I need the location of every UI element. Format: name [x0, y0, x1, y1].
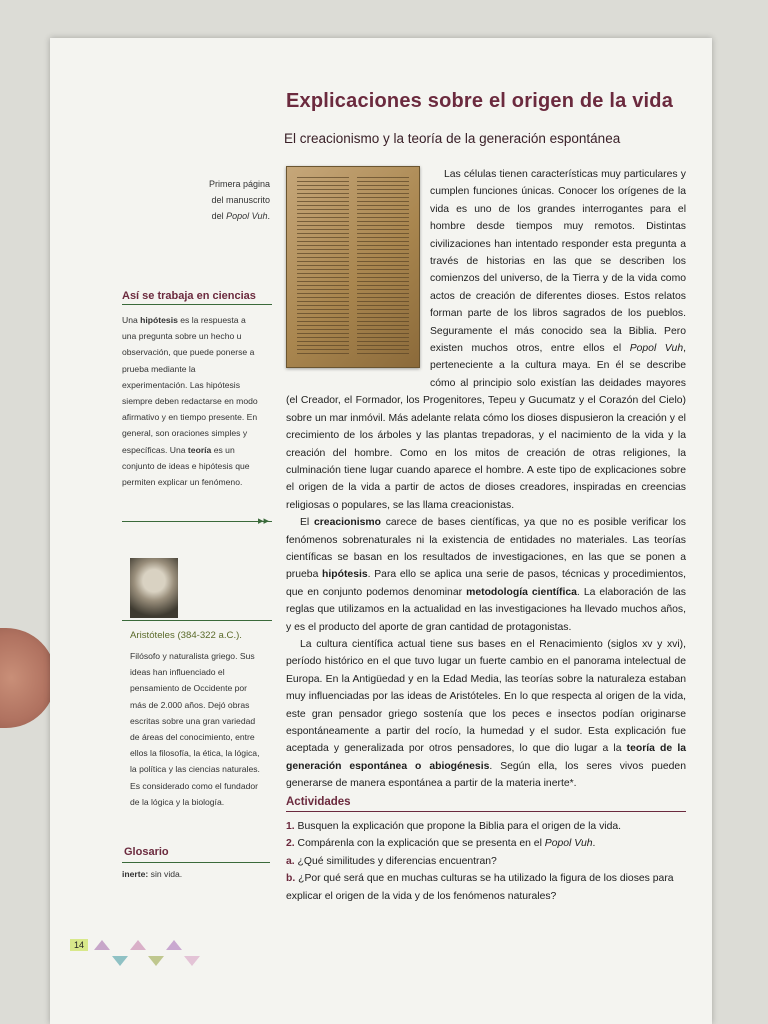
aristotle-bust-image: [130, 558, 178, 618]
arrow-right-icon: ▸▸: [258, 515, 270, 527]
aristotle-bio: Filósofo y naturalista griego. Sus ideas han influenciado el pensamiento de Occidente por más de 2.000 años. Dejó obras escritas sobre una gran variedad de áreas del conocimiento, entre ellos la filosofía, la ética, la lógica, la política y las ciencias naturales. Es considerado como el fundador de la lógica y la biología.: [130, 651, 260, 807]
glossary-title: Glosario: [124, 846, 169, 858]
thumb-photo-artifact: [0, 628, 56, 728]
main-text: [286, 166, 686, 793]
caption-line-2: del manuscrito: [211, 195, 270, 205]
activity-italic: Popol Vuh: [544, 838, 593, 850]
decorative-triangle: [184, 956, 200, 966]
activity-item: [286, 835, 686, 852]
page-title: Explicaciones sobre el origen de la vida: [286, 90, 674, 112]
paragraph-text: . Para ello se aplica una serie de pasos, técnicas y procedimientos, que en conjunto podemos denominar: [286, 569, 687, 598]
image-wrap-space: [286, 166, 430, 382]
paragraph-text: , perteneciente a la cultura maya. En él se describe cómo al principio solo existían las deidades mayores (el Creador, el Formador, los Progenitores, Tepeu y Gucumatz y el Corazón del Cielo) sobre un mar inmóvil. Más adelante relata cómo los dioses dispusieron la creación y el crecimiento de los árboles y las plantas trepadoras, y el nacimiento de la vida y la creación del hombre. Como en los mitos de creación de otras religiones, la culminación tiene lugar cuando aparece el hombre. A este tipo de explicaciones sobre el origen de la vida a partir de actos de dioses creadores, inspiradas en creencias religiosas o populares, se las llama creacionistas.: [286, 343, 686, 511]
caption-text: del: [211, 211, 227, 221]
paragraph-text: Las células tienen características muy particulares y cumplen funciones únicas. Conocer los orígenes de la vida es uno de los grandes interrogantes para el hombre desde tiempos muy remotos. Distintas civilizaciones han intentado responder esta pregunta a través de historias en las que se describen los comienzos del universo, de la Tierra y de la vida como actos de creación de diferentes dioses. Estos relatos forman parte de los libros sagrados de los pueblos. Seguramente el más conocido sea la Biblia. Pero existen muchos otros, entre ellos el: [430, 169, 686, 355]
paragraph-3: [286, 636, 686, 793]
activity-text: .: [592, 838, 596, 850]
term-bold: metodología científica: [466, 586, 577, 598]
activity-number: 1.: [286, 821, 295, 832]
activities-list: [286, 818, 686, 905]
term-bold: teoría: [187, 444, 212, 455]
paragraph-italic: Popol Vuh: [629, 343, 684, 355]
glossary-divider: [122, 862, 270, 863]
activities-title: Actividades: [286, 796, 351, 808]
activity-item: [286, 818, 686, 835]
paragraph-text: . La elaboración de las reglas que utilizamos en la actualidad en las investigaciones ha llevado muchos años, y es el producto del aporte de gran cantidad de protagonistas.: [286, 586, 686, 633]
activity-number: 2.: [286, 838, 295, 850]
sidebar-text: es la respuesta a una pregunta sobre un hecho u observación, que puede ponerse a prueba mediante la experimentación. Las hipótesis siempre deben redactarse en modo afirmativo y en tiempo presente. En general, son oraciones simples y específicas. Una: [122, 315, 258, 455]
textbook-page: [50, 38, 712, 1024]
caption-line-1: Primera página: [208, 179, 270, 189]
activity-text: Busquen la explicación que propone la Biblia para el origen de la vida.: [294, 821, 622, 832]
caption-italic: Popol Vuh: [226, 211, 268, 221]
term-bold: hipótesis: [140, 315, 178, 325]
sidebar-text: Una: [122, 315, 141, 325]
paragraph-2: [286, 514, 686, 636]
decorative-triangle: [148, 956, 164, 966]
term-bold: creacionismo: [313, 517, 381, 529]
activity-number: a.: [286, 855, 295, 867]
activities-divider: [286, 811, 686, 812]
paragraph-text: La cultura científica actual tiene sus bases en el Renacimiento (siglos xv y xvi), período histórico en el que tuvo lugar un fuerte cambio en el panorama intelectual de Europa. En la Antigüedad y en la Edad Media, las teorías sobre la naturaleza estaban muy influenciadas por las ideas de Aristóteles. En lo que respecta al origen de la vida, este gran pensador griego sostenía que los peces e insectos podían originarse espontáneamente a partir del rocío, la humedad y el sudor. Esta explicación fue aceptada y generalizada por otros pensadores, lo que dio lugar a la: [286, 638, 686, 755]
decorative-triangle: [166, 940, 182, 950]
decorative-triangle: [94, 940, 110, 950]
activity-item: [286, 870, 686, 905]
decorative-triangle: [130, 940, 146, 950]
aristotle-name: Aristóteles (384-322 a.C.).: [130, 630, 242, 641]
sidebar-text: es un conjunto de ideas e hipótesis que permiten explicar un fenómeno.: [122, 444, 250, 488]
paragraph-text: El: [300, 517, 314, 529]
sidebar-science-text: [122, 312, 260, 490]
activity-text: Compárenla con la explicación que se presenta en el: [294, 838, 545, 850]
sidebar-divider: [122, 620, 272, 621]
figure-caption: [190, 176, 270, 224]
activity-item: [286, 853, 686, 870]
glossary-definition: sin vida.: [148, 869, 183, 879]
activity-number: b.: [286, 873, 296, 885]
glossary-entry: [122, 866, 260, 882]
term-bold: teoría de la generación espontánea o abiogénesis: [286, 743, 686, 772]
sidebar-science-title: Así se trabaja en ciencias: [122, 290, 256, 302]
activity-text: ¿Qué similitudes y diferencias encuentran?: [294, 855, 497, 867]
activity-text: ¿Por qué será que en muchas culturas se ha utilizado la figura de los dioses para explicar el origen de la vida y de los fenómenos naturales?: [286, 873, 674, 902]
paragraph-text: . Según ella, los seres vivos pueden generarse de manera espontánea a partir de la materia inerte*.: [286, 760, 686, 790]
paragraph-text: carece de bases científicas, ya que no es posible verificar los fenómenos sobrenaturales ni la existencia de entidades no materiales. Las teorías científicas se basan en los resultados de investigaciones, en las que se ponen a prueba: [286, 517, 686, 581]
page-number: 14: [70, 939, 88, 951]
caption-text: .: [267, 211, 270, 221]
sidebar-divider: [122, 304, 272, 305]
page-subtitle: El creacionismo y la teoría de la generación espontánea: [284, 131, 621, 146]
term-bold: hipótesis: [322, 569, 368, 581]
caption-line-3: [190, 208, 270, 224]
sidebar-divider: [122, 521, 272, 522]
glossary-term: inerte:: [122, 869, 149, 879]
decorative-triangle: [112, 956, 128, 966]
